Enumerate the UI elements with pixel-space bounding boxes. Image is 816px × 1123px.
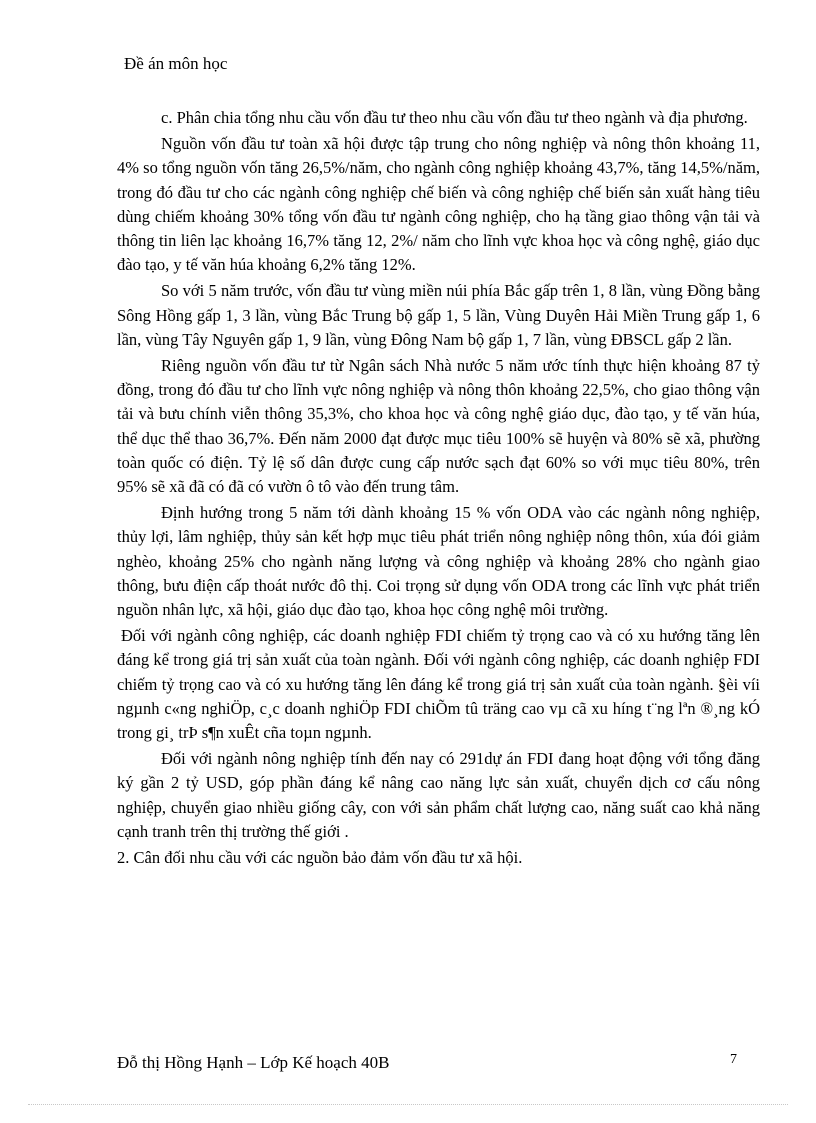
page-bottom-divider	[28, 1104, 788, 1105]
paragraph-regional-comparison: So với 5 năm trước, vốn đầu tư vùng miền núi phía Bắc gấp trên 1, 8 lần, vùng Đồng bằng Sông Hồng gấp 1, 3 lần, vùng Bắc Trung bộ gấp 1, 5 lần, Vùng Duyên Hải Miền Trung gấp 1, 6 lần, vùng Tây Nguyên gấp 1, 9 lần, vùng Đông Nam bộ gấp 1, 7 lần, vùng ĐBSCL gấp 2 lần.	[117, 281, 760, 349]
document-body	[117, 106, 760, 872]
paragraph-fdi-industry: Đối với ngành công nghiệp, các doanh nghiệp FDI chiếm tỷ trọng cao và có xu hướng tăng lên đáng kể trong giá trị sản xuất của toàn ngành. Đối với ngành công nghiệp, các doanh nghiệp FDI chiếm tỷ trọng cao và có xu hướng tăng lên đáng kể trong giá trị sản xuất của toàn ngành. §èi víi ngµnh c«ng nghiÖp, c¸c doanh nghiÖp FDI chiÕm tû träng cao vµ cã xu híng t¨ng lªn ®¸ng kÓ trong gi¸ trÞ s¶n xuÊt cña toµn ngµnh.	[117, 626, 760, 743]
section-heading-2: 2. Cân đối nhu cầu với các nguồn bảo đảm vốn đầu tư xã hội.	[117, 848, 523, 868]
paragraph-state-budget: Riêng nguồn vốn đầu tư từ Ngân sách Nhà nước 5 năm ước tính thực hiện khoảng 87 tỷ đồng, trong đó đầu tư cho lĩnh vực nông nghiệp và nông thôn khoảng 22,5%, cho giao thông vận tải và bưu chính viễn thông 35,3%, cho khoa học và công nghệ giáo dục, đào tạo, y tế văn húa, thể dục thể thao 36,7%. Đến năm 2000 đạt được mục tiêu 100% sẽ huyện và 80% sẽ xã, phường toàn quốc có điện. Tỷ lệ số dân được cung cấp nước sạch đạt 60% so với mục tiêu 80%, trên 95% sẽ xã đã có đã có vườn ô tô vào đến trung tâm.	[117, 356, 760, 497]
paragraph-fdi-agriculture: Đối với ngành nông nghiệp tính đến nay có 291dự án FDI đang hoạt động với tổng đăng ký gần 2 tỷ USD, góp phần đáng kể nâng cao năng lực sản xuất, chuyển dịch cơ cấu nông nghiệp, chuyển giao nhiều giống cây, con với sản phẩm chất lượng cao, năng suất cao khả năng cạnh tranh trên thị trường thế giới .	[117, 749, 760, 841]
document-header: Đề án môn học	[124, 54, 228, 73]
paragraph-investment-sectors: Nguồn vốn đầu tư toàn xã hội được tập trung cho nông nghiệp và nông thôn khoảng 11, 4% so tổng nguồn vốn tăng 26,5%/năm, cho ngành công nghiệp khoảng 43,7%, tăng 14,5%/năm, trong đó đầu tư cho các ngành công nghiệp chế biến và công nghiệp chế biến sản xuất hàng tiêu dùng chiếm khoảng 30% tổng vốn đầu tư ngành công nghiệp, cho hạ tầng giao thông vận tải và thông tin liên lạc khoảng 16,7% tăng 12, 2%/ năm cho lĩnh vực khoa học và công nghệ, giáo dục đào tạo, y tế văn húa khoảng 6,2% tăng 12%.	[117, 134, 760, 275]
section-heading-c: c. Phân chia tổng nhu cầu vốn đầu tư theo nhu cầu vốn đầu tư theo ngành và địa phương.	[161, 108, 748, 127]
page-number: 7	[730, 1052, 737, 1067]
footer-author: Đỗ thị Hồng Hạnh – Lớp Kế hoạch 40B	[117, 1053, 390, 1072]
paragraph-oda-orientation: Định hướng trong 5 năm tới dành khoảng 15 % vốn ODA vào các ngành nông nghiệp, thủy lợi, lâm nghiệp, thủy sản kết hợp mục tiêu phát triển nông nghiệp nông thôn, xúa đói giảm nghèo, khoảng 25% cho ngành năng lượng và công nghiệp và khoảng 28% cho ngành giao thông, bưu điện cấp thoát nước đô thị. Coi trọng sử dụng vốn ODA trong các lĩnh vực phát triển nguồn nhân lực, xã hội, giáo dục đào tạo, khoa học công nghệ môi trường.	[117, 503, 760, 620]
